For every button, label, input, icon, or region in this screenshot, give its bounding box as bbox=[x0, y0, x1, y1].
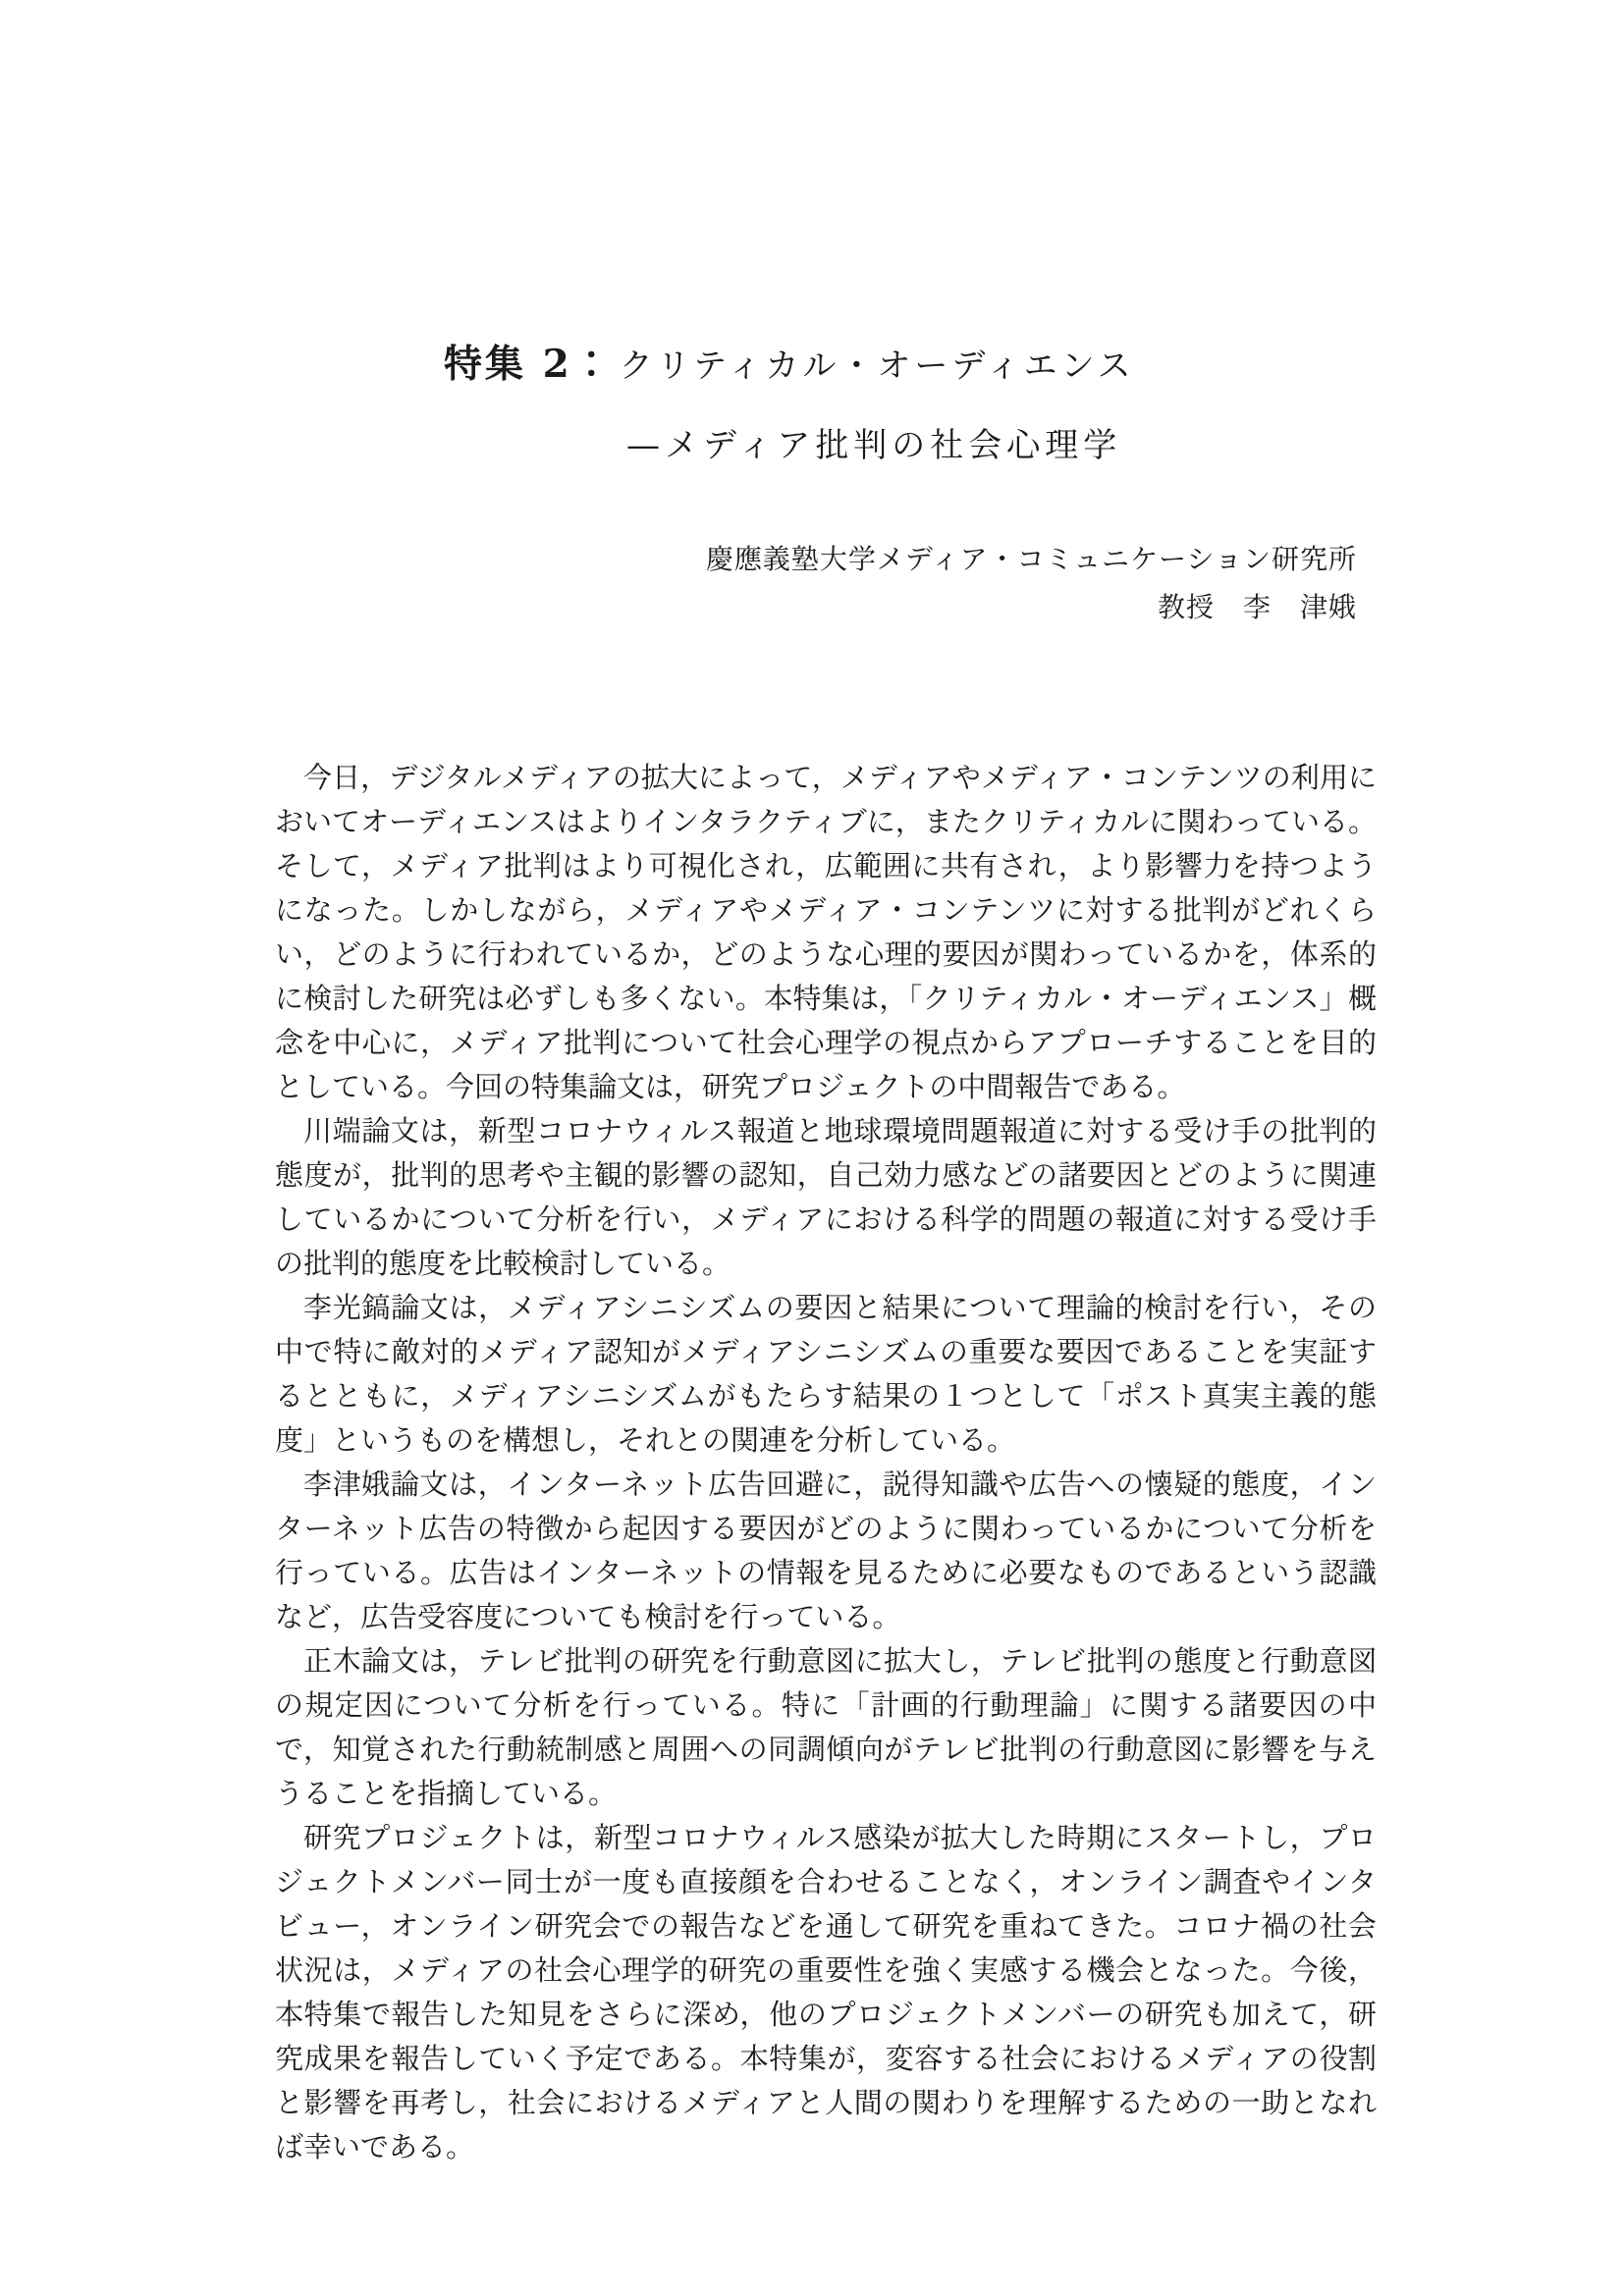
feature-title-text: クリティカル・オーディエンス bbox=[619, 347, 1135, 386]
affiliation-institution: 慶應義塾大学メディア・コミュニケーション研究所 bbox=[705, 543, 1357, 575]
body-paragraph-lee-kwangho: 李光鎬論文は，メディアシニシズムの要因と結果について理論的検討を行い，その中で特に敵対的メディア認知がメディアシニシズムの重要な要因であることを実証するとともに，メディアシニシズムがもたらす結果の１つとして「ポスト真実主義的態度」というものを構想し，それとの関連を分析している。 bbox=[275, 1291, 1377, 1457]
feature-number-label: 特集 2： bbox=[444, 342, 614, 387]
feature-title-line bbox=[444, 334, 1135, 389]
body-paragraph-lee-jinah: 李津娥論文は，インターネット広告回避に，説得知識や広告への懐疑的態度，インターネット広告の特徴から起因する要因がどのように関わっているかについて分析を行っている。広告はインターネットの情報を見るために必要なものであるという認識など，広告受容度についても検討を行っている。 bbox=[275, 1468, 1377, 1633]
feature-subtitle: —メディア批判の社会心理学 bbox=[626, 426, 1122, 465]
body-paragraph-masaki: 正木論文は，テレビ批判の研究を行動意図に拡大し，テレビ批判の態度と行動意図の規定因について分析を行っている。特に「計画的行動理論」に関する諸要因の中で，知覚された行動統制感と周囲への同調傾向がテレビ批判の行動意図に影響を与えうることを指摘している。 bbox=[275, 1644, 1377, 1810]
body-paragraph-intro: 今日，デジタルメディアの拡大によって，メディアやメディア・コンテンツの利用においてオーディエンスはよりインタラクティブに，またクリティカルに関わっている。そして，メディア批判はより可視化され，広範囲に共有され，より影響力を持つようになった。しかしながら，メディアやメディア・コンテンツに対する批判がどれくらい，どのように行われているか，どのような心理的要因が関わっているかを，体系的に検討した研究は必ずしも多くない。本特集は，「クリティカル・オーディエンス」概念を中心に，メディア批判について社会心理学の視点からアプローチすることを目的としている。今回の特集論文は，研究プロジェクトの中間報告である。 bbox=[275, 761, 1377, 1103]
affiliation-block bbox=[273, 535, 1357, 631]
affiliation-author: 教授 李 津娥 bbox=[1157, 591, 1357, 623]
feature-title-block bbox=[444, 334, 1135, 466]
article-body bbox=[275, 756, 1377, 2169]
body-paragraph-kawabata: 川端論文は，新型コロナウィルス報道と地球環境問題報道に対する受け手の批判的態度が，批判的思考や主観的影響の認知，自己効力感などの諸要因とどのように関連しているかについて分析を行い，メディアにおける科学的問題の報道に対する受け手の批判的態度を比較検討している。 bbox=[275, 1114, 1377, 1280]
body-paragraph-project: 研究プロジェクトは，新型コロナウィルス感染が拡大した時期にスタートし，プロジェクトメンバー同士が一度も直接顔を合わせることなく，オンライン調査やインタビュー，オンライン研究会での報告などを通して研究を重ねてきた。コロナ禍の社会状況は，メディアの社会心理学的研究の重要性を強く実感する機会となった。今後，本特集で報告した知見をさらに深め，他のプロジェクトメンバーの研究も加えて，研究成果を報告していく予定である。本特集が，変容する社会におけるメディアの役割と影響を再考し，社会におけるメディアと人間の関わりを理解するための一助となれば幸いである。 bbox=[275, 1821, 1377, 2163]
